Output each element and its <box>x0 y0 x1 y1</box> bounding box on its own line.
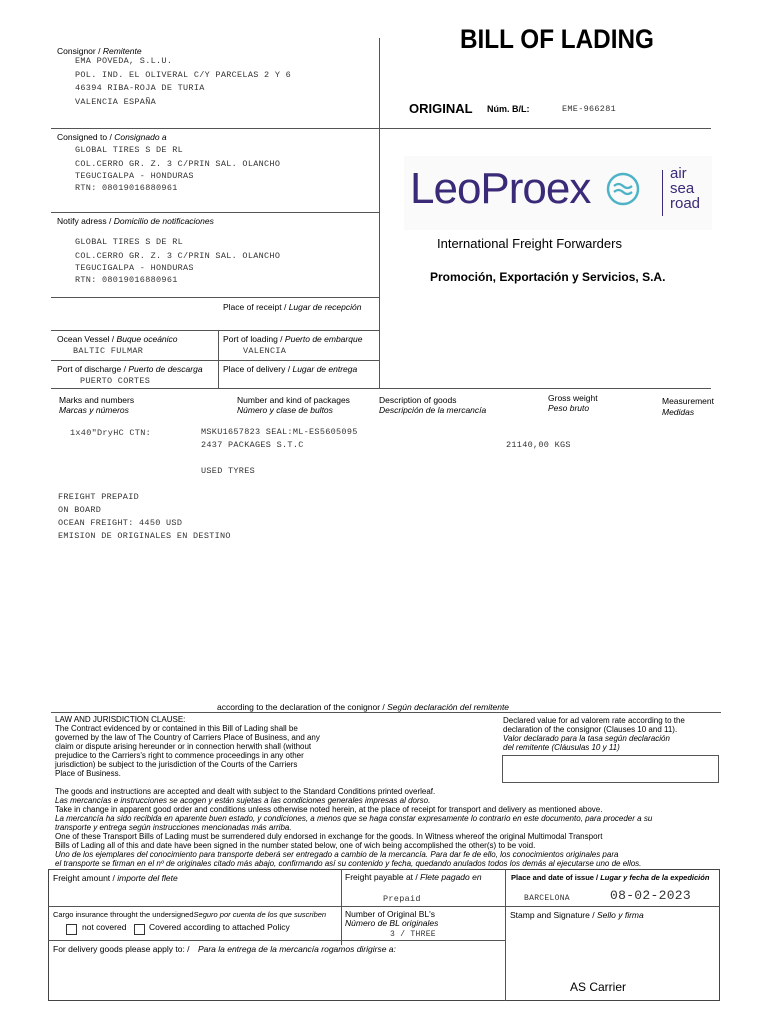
declared-value: Declared value for ad valorem rate according to the declaration of the consignor (Clauses 10 and 11). Valor declarado para la tasa según declaración del remitente (Cláusulas 10 y 11) <box>503 716 685 752</box>
not-covered-checkbox[interactable] <box>66 924 77 935</box>
rule-discharge <box>51 360 379 361</box>
notify-line: COL.CERRO GR. Z. 3 C/PRIN SAL. OLANCHO <box>75 251 281 261</box>
discharge-label: Port of discharge / Puerto de descarga <box>57 364 203 374</box>
conditions-line: el transporte se firman en el nº de originales citado más abajo, confirmando así su contenido y fecha, quedando anulados todos los demás al ejecutarse uno de ellos. <box>55 859 642 868</box>
issue-place: BARCELONA <box>524 894 570 903</box>
notify-line: TEGUCIGALPA - HONDURAS <box>75 263 194 273</box>
issue-date: 08-02-2023 <box>610 888 692 903</box>
waves-icon <box>606 172 640 211</box>
conditions-line: transporte y entrega según instrucciones mencionadas más arriba. <box>55 823 292 832</box>
document-title: BILL OF LADING <box>460 24 654 54</box>
weight-header: Gross weight Peso bruto <box>548 393 598 413</box>
declared-value-box[interactable] <box>502 755 719 783</box>
rule-goods <box>51 388 711 389</box>
company-name: Promoción, Exportación y Servicios, S.A. <box>430 270 666 284</box>
discharge-value: PUERTO CORTES <box>80 376 151 386</box>
conditions-line: The goods and instructions are accepted and dealt with subject to the Standard Conditions printed overleaf. <box>55 787 436 796</box>
goods-weight: 21140,00 KGS <box>506 440 571 450</box>
freight-payable-label: Freight payable at / Flete pagado en <box>345 872 482 882</box>
bl-number: EME-966281 <box>562 104 617 114</box>
conditions-line: Take in change in apparent good order and conditions unless otherwise noted herein, at the place of receipt for transport and delivery as mentioned above. <box>55 805 603 814</box>
notify-line: RTN: 08019016880961 <box>75 275 178 285</box>
logo-tag-sea: sea <box>670 180 695 197</box>
covered-label: Covered according to attached Policy <box>149 922 290 932</box>
upper-divider <box>379 38 380 388</box>
notify-line: GLOBAL TIRES S DE RL <box>75 237 184 247</box>
delivery-apply-label: For delivery goods please apply to: / Para la entrega de la mercancía rogamos dirigirse a: <box>53 944 396 954</box>
freight-amount-label: Freight amount / importe del flete <box>53 873 178 883</box>
rule-vessel <box>51 330 379 331</box>
covered-checkbox[interactable] <box>134 924 145 935</box>
original-label: ORIGINAL <box>409 101 473 116</box>
consignee-line: GLOBAL TIRES S DE RL <box>75 145 184 155</box>
consignor-line: VALENCIA ESPAÑA <box>75 97 157 107</box>
stamp-label: Stamp and Signature / Sello y firma <box>510 910 644 920</box>
notify-label: Notify adress / Domicilio de notificaciones <box>57 216 214 226</box>
consignee-line: COL.CERRO GR. Z. 3 C/PRIN SAL. OLANCHO <box>75 159 281 169</box>
conditions-text <box>55 787 652 868</box>
logo-tag-air: air <box>670 165 687 182</box>
packages-header: Number and kind of packages Número y clase de bultos <box>237 395 350 415</box>
footer-divider-2 <box>505 869 506 1001</box>
insurance-label: Cargo insurance throught the undersignedSeguro por cuenta de los que suscriben <box>53 910 327 919</box>
footer-rule-2 <box>48 940 505 941</box>
consignor-line: POL. IND. EL OLIVERAL C/Y PARCELAS 2 Y 6 <box>75 70 292 80</box>
conditions-line: Bills of Lading all of this and date have been signed in the number stated below, one of wich being accomplished the other(s) to be void. <box>55 841 536 850</box>
loading-label: Port of loading / Puerto de embarque <box>223 334 363 344</box>
consignor-line: 46394 RIBA-ROJA DE TURIA <box>75 83 205 93</box>
rule-consignee <box>51 128 711 129</box>
marks-header: Marks and numbers Marcas y números <box>59 395 135 415</box>
delivery-label: Place of delivery / Lugar de entrega <box>223 364 358 374</box>
consignee-label: Consigned to / Consignado a <box>57 132 167 142</box>
declaration-text: according to the declaration of the conignor / Según declaración del remitente <box>217 702 510 712</box>
logo-tag-road: road <box>670 195 701 212</box>
rule-notify <box>51 212 379 213</box>
loading-value: VALENCIA <box>243 346 287 356</box>
goods-note: FREIGHT PREPAID <box>58 492 140 502</box>
conditions-line: Uno de los ejemplares del conocimiento para transporte deberá ser entregado a cambio de la mercancía. Para dar fe de ello, los conocimientos originales para <box>55 850 619 859</box>
carrier-label: AS Carrier <box>570 980 627 994</box>
conditions-line: Las mercancías e instrucciones se acogen y están sujetas a las condiciones generales impresas al dorso. <box>55 796 431 805</box>
freight-payable-value: Prepaid <box>383 894 421 904</box>
law-clause: LAW AND JURISDICTION CLAUSE: The Contract evidenced by or contained in this Bill of Lading shall be governed by the law of The Country of Carriers Place of Business, and any claim or dispute arising hereunder or in connection herwith shall (without prejudice to the Carriers's right to commence proceedings in any other jurisdiction) be subject to the jurisdiction of the Courts of the Carriers Place of Business. <box>55 715 320 778</box>
originals-label: Number of Original BL's Número de BL originales <box>345 909 439 928</box>
description-header: Description of goods Descripción de la mercancía <box>379 395 487 415</box>
loading-divider <box>218 330 219 388</box>
rule-law <box>51 712 721 713</box>
logo-subtitle: International Freight Forwarders <box>437 236 622 251</box>
originals-value: 3 / THREE <box>390 930 436 939</box>
consignor-line: EMA POVEDA, S.L.U. <box>75 56 173 66</box>
company-logo: LeoProex <box>410 164 591 213</box>
goods-note: EMISION DE ORIGINALES EN DESTINO <box>58 531 231 541</box>
bl-number-label: Núm. B/L: <box>487 104 530 114</box>
goods-packages: 2437 PACKAGES S.T.C <box>201 440 304 450</box>
rule-receipt <box>51 297 379 298</box>
goods-marks: 1x40"DryHC CTN: <box>70 428 152 438</box>
goods-description: USED TYRES <box>201 466 256 476</box>
conditions-line: One of these Transport Bills of Lading must be surrendered duly endorsed in exchange for the goods. In Witness whereof the original Multimodal Transport <box>55 832 603 841</box>
footer-rule-1 <box>48 906 720 907</box>
logo-divider <box>662 170 663 216</box>
not-covered-label: not covered <box>82 922 127 932</box>
measurement-header: Measurement Medidas <box>662 396 714 417</box>
goods-container: MSKU1657823 SEAL:ML-ES5605095 <box>201 427 358 437</box>
footer-divider-1 <box>341 869 342 945</box>
consignee-line: RTN: 08019016880961 <box>75 183 178 193</box>
receipt-label: Place of receipt / Lugar de recepción <box>223 302 362 312</box>
consignor-label: Consignor / Remitente <box>57 46 142 56</box>
goods-note: ON BOARD <box>58 505 102 515</box>
vessel-label: Ocean Vessel / Buque oceánico <box>57 334 178 344</box>
goods-note: OCEAN FREIGHT: 4450 USD <box>58 518 183 528</box>
place-date-label: Place and date of issue / Lugar y fecha de la expedición <box>511 873 710 882</box>
vessel-value: BALTIC FULMAR <box>73 346 144 356</box>
consignee-line: TEGUCIGALPA - HONDURAS <box>75 171 194 181</box>
conditions-line: La mercancía ha sido recibida en aparente buen estado, y condiciones, a menos que se haga constar expresamente lo contrario en este documento, para proceder a su <box>55 814 653 823</box>
